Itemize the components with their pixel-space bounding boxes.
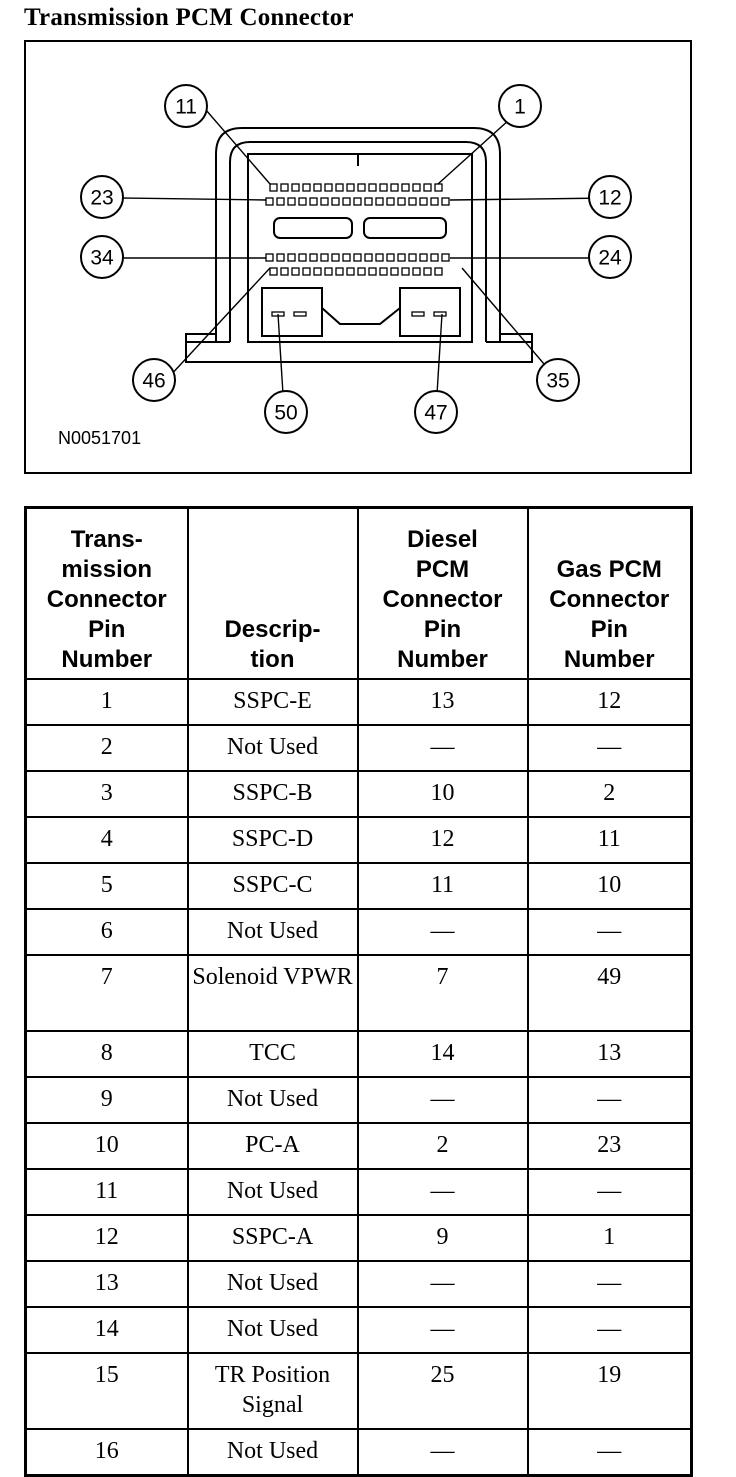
gas-cell: — [528,1307,692,1353]
table-row [26,817,692,863]
pin-cavity [376,198,383,205]
table-row [26,863,692,909]
description-cell: Not Used [188,1077,358,1123]
pin-cavity [347,268,354,275]
description-cell: Not Used [188,1429,358,1476]
pin-cavity [409,254,416,261]
pin-cavity [431,198,438,205]
pin-cavity [358,184,365,191]
pin-cavity [380,268,387,275]
diesel-cell: — [358,1429,528,1476]
pin-cavity [420,254,427,261]
gas-cell: — [528,909,692,955]
pin-cell: 10 [26,1123,188,1169]
table-row [26,725,692,771]
description-cell: Not Used [188,725,358,771]
gas-cell: — [528,725,692,771]
pin-cavity [325,268,332,275]
pin-cavity [365,254,372,261]
pin-cavity [420,198,427,205]
pin-cell: 16 [26,1429,188,1476]
description-cell: Not Used [188,1261,358,1307]
table-row [26,909,692,955]
pin-cavity [325,184,332,191]
pin-cavity [270,268,277,275]
diesel-cell: — [358,1169,528,1215]
pin-cavity [391,184,398,191]
diesel-cell: — [358,1077,528,1123]
pin-cavity [299,198,306,205]
pin-cavity [402,184,409,191]
pin-cell: 9 [26,1077,188,1123]
header-transmission-pin: Trans- mission Connector Pin Number [26,508,188,680]
pin-cell: 3 [26,771,188,817]
pin-cavity [402,268,409,275]
pin-cavity [266,254,273,261]
gas-cell: 11 [528,817,692,863]
diesel-cell: 2 [358,1123,528,1169]
pin-cell: 5 [26,863,188,909]
power-pin-cavity [434,312,446,316]
svg-text:47: 47 [424,401,448,425]
callout-1 [499,85,541,127]
description-cell: SSPC-E [188,679,358,725]
pin-cavity [398,198,405,205]
description-cell: TCC [188,1031,358,1077]
pin-cavity [358,268,365,275]
callout-50 [265,391,307,433]
pin-cavity [336,184,343,191]
connector-body [186,128,532,362]
pin-cavity [321,198,328,205]
connector-figure [24,40,692,474]
gas-cell: — [528,1261,692,1307]
table-row [26,1307,692,1353]
diesel-cell: — [358,1261,528,1307]
pin-cavity [310,254,317,261]
callout-34 [81,236,123,278]
pin-cavity [281,268,288,275]
pin-cavity [299,254,306,261]
gas-cell: 1 [528,1215,692,1261]
pin-cell: 12 [26,1215,188,1261]
svg-text:50: 50 [274,401,298,425]
table-row [26,1353,692,1429]
gas-cell: 12 [528,679,692,725]
pin-cavity [288,198,295,205]
pin-table [24,506,693,1477]
pin-cavity [332,254,339,261]
pin-cavity [431,254,438,261]
figure-id-label: N0051701 [58,428,142,448]
diesel-cell: — [358,725,528,771]
pin-cavity [343,198,350,205]
pin-cell: 2 [26,725,188,771]
header-diesel-pin: Diesel PCM Connector Pin Number [358,508,528,680]
pin-cell: 6 [26,909,188,955]
gas-cell: 19 [528,1353,692,1429]
power-pin-cavity [412,312,424,316]
pin-cavity [413,184,420,191]
pin-cavity [387,254,394,261]
callout-23 [81,176,123,218]
pin-cavity [380,184,387,191]
header-description: Descrip- tion [188,508,358,680]
diesel-cell: 25 [358,1353,528,1429]
description-cell: SSPC-B [188,771,358,817]
description-cell: Not Used [188,1307,358,1353]
diesel-cell: — [358,1307,528,1353]
pin-cavity [310,198,317,205]
callout-46 [133,359,175,401]
page-title: Transmission PCM Connector [24,4,354,31]
pin-cavity [354,254,361,261]
pin-cavity [288,254,295,261]
pin-cavity [424,184,431,191]
pin-grid [266,184,449,316]
diesel-cell: 11 [358,863,528,909]
gas-cell: 10 [528,863,692,909]
table-row [26,1123,692,1169]
pin-cavity [413,268,420,275]
pin-cavity [435,268,442,275]
pin-cavity [303,268,310,275]
pin-cavity [369,268,376,275]
diesel-cell: 9 [358,1215,528,1261]
description-cell: Not Used [188,1169,358,1215]
connector-diagram [26,42,690,472]
header-gas-pin: Gas PCM Connector Pin Number [528,508,692,680]
diesel-cell: 10 [358,771,528,817]
gas-cell: 23 [528,1123,692,1169]
description-cell: SSPC-D [188,817,358,863]
callout-35 [537,359,579,401]
pin-cavity [424,268,431,275]
table-row [26,955,692,1031]
pin-cavity [442,198,449,205]
pin-cavity [354,198,361,205]
svg-text:12: 12 [598,186,622,210]
table-row [26,771,692,817]
pin-cavity [347,184,354,191]
pin-cavity [387,198,394,205]
pin-cavity [314,184,321,191]
pin-cell: 1 [26,679,188,725]
pin-cell: 13 [26,1261,188,1307]
pin-cell: 11 [26,1169,188,1215]
pin-cavity [442,254,449,261]
pin-cavity [435,184,442,191]
gas-cell: — [528,1169,692,1215]
table-row [26,1169,692,1215]
callout-47 [415,391,457,433]
diesel-cell: 13 [358,679,528,725]
pin-cavity [398,254,405,261]
svg-text:46: 46 [142,369,166,393]
diesel-cell: 7 [358,955,528,1031]
pin-cell: 7 [26,955,188,1031]
pin-cell: 4 [26,817,188,863]
callout-11 [165,85,207,127]
diesel-cell: 14 [358,1031,528,1077]
description-cell: Not Used [188,909,358,955]
pin-cavity [292,268,299,275]
pin-cavity [376,254,383,261]
pin-cavity [365,198,372,205]
svg-text:23: 23 [90,186,114,210]
pin-cavity [281,184,288,191]
description-cell: Solenoid VPWR [188,955,358,1031]
table-row [26,1077,692,1123]
callout-24 [589,236,631,278]
gas-cell: — [528,1429,692,1476]
pin-cavity [321,254,328,261]
pin-cavity [266,198,273,205]
pin-cavity [391,268,398,275]
pin-cavity [332,198,339,205]
pin-cavity [336,268,343,275]
pin-cavity [270,184,277,191]
pin-cavity [343,254,350,261]
pin-cavity [277,198,284,205]
pin-cavity [409,198,416,205]
description-cell: TR Position Signal [188,1353,358,1429]
table-row [26,1429,692,1476]
table-row [26,1261,692,1307]
svg-text:24: 24 [598,246,622,270]
table-row [26,1215,692,1261]
svg-text:34: 34 [90,246,114,270]
svg-text:11: 11 [175,95,197,119]
diesel-cell: 12 [358,817,528,863]
svg-text:35: 35 [546,369,570,393]
table-row [26,1031,692,1077]
gas-cell: — [528,1077,692,1123]
gas-cell: 49 [528,955,692,1031]
pin-cavity [277,254,284,261]
description-cell: SSPC-C [188,863,358,909]
power-pin-cavity [294,312,306,316]
svg-text:1: 1 [514,95,526,119]
gas-cell: 2 [528,771,692,817]
pin-cell: 8 [26,1031,188,1077]
pin-cavity [292,184,299,191]
pin-cavity [303,184,310,191]
description-cell: PC-A [188,1123,358,1169]
callout-12 [589,176,631,218]
description-cell: SSPC-A [188,1215,358,1261]
pin-cavity [369,184,376,191]
pin-cell: 14 [26,1307,188,1353]
pin-cell: 15 [26,1353,188,1429]
diesel-cell: — [358,909,528,955]
table-header-row [26,508,692,680]
pin-cavity [314,268,321,275]
table-row [26,679,692,725]
gas-cell: 13 [528,1031,692,1077]
